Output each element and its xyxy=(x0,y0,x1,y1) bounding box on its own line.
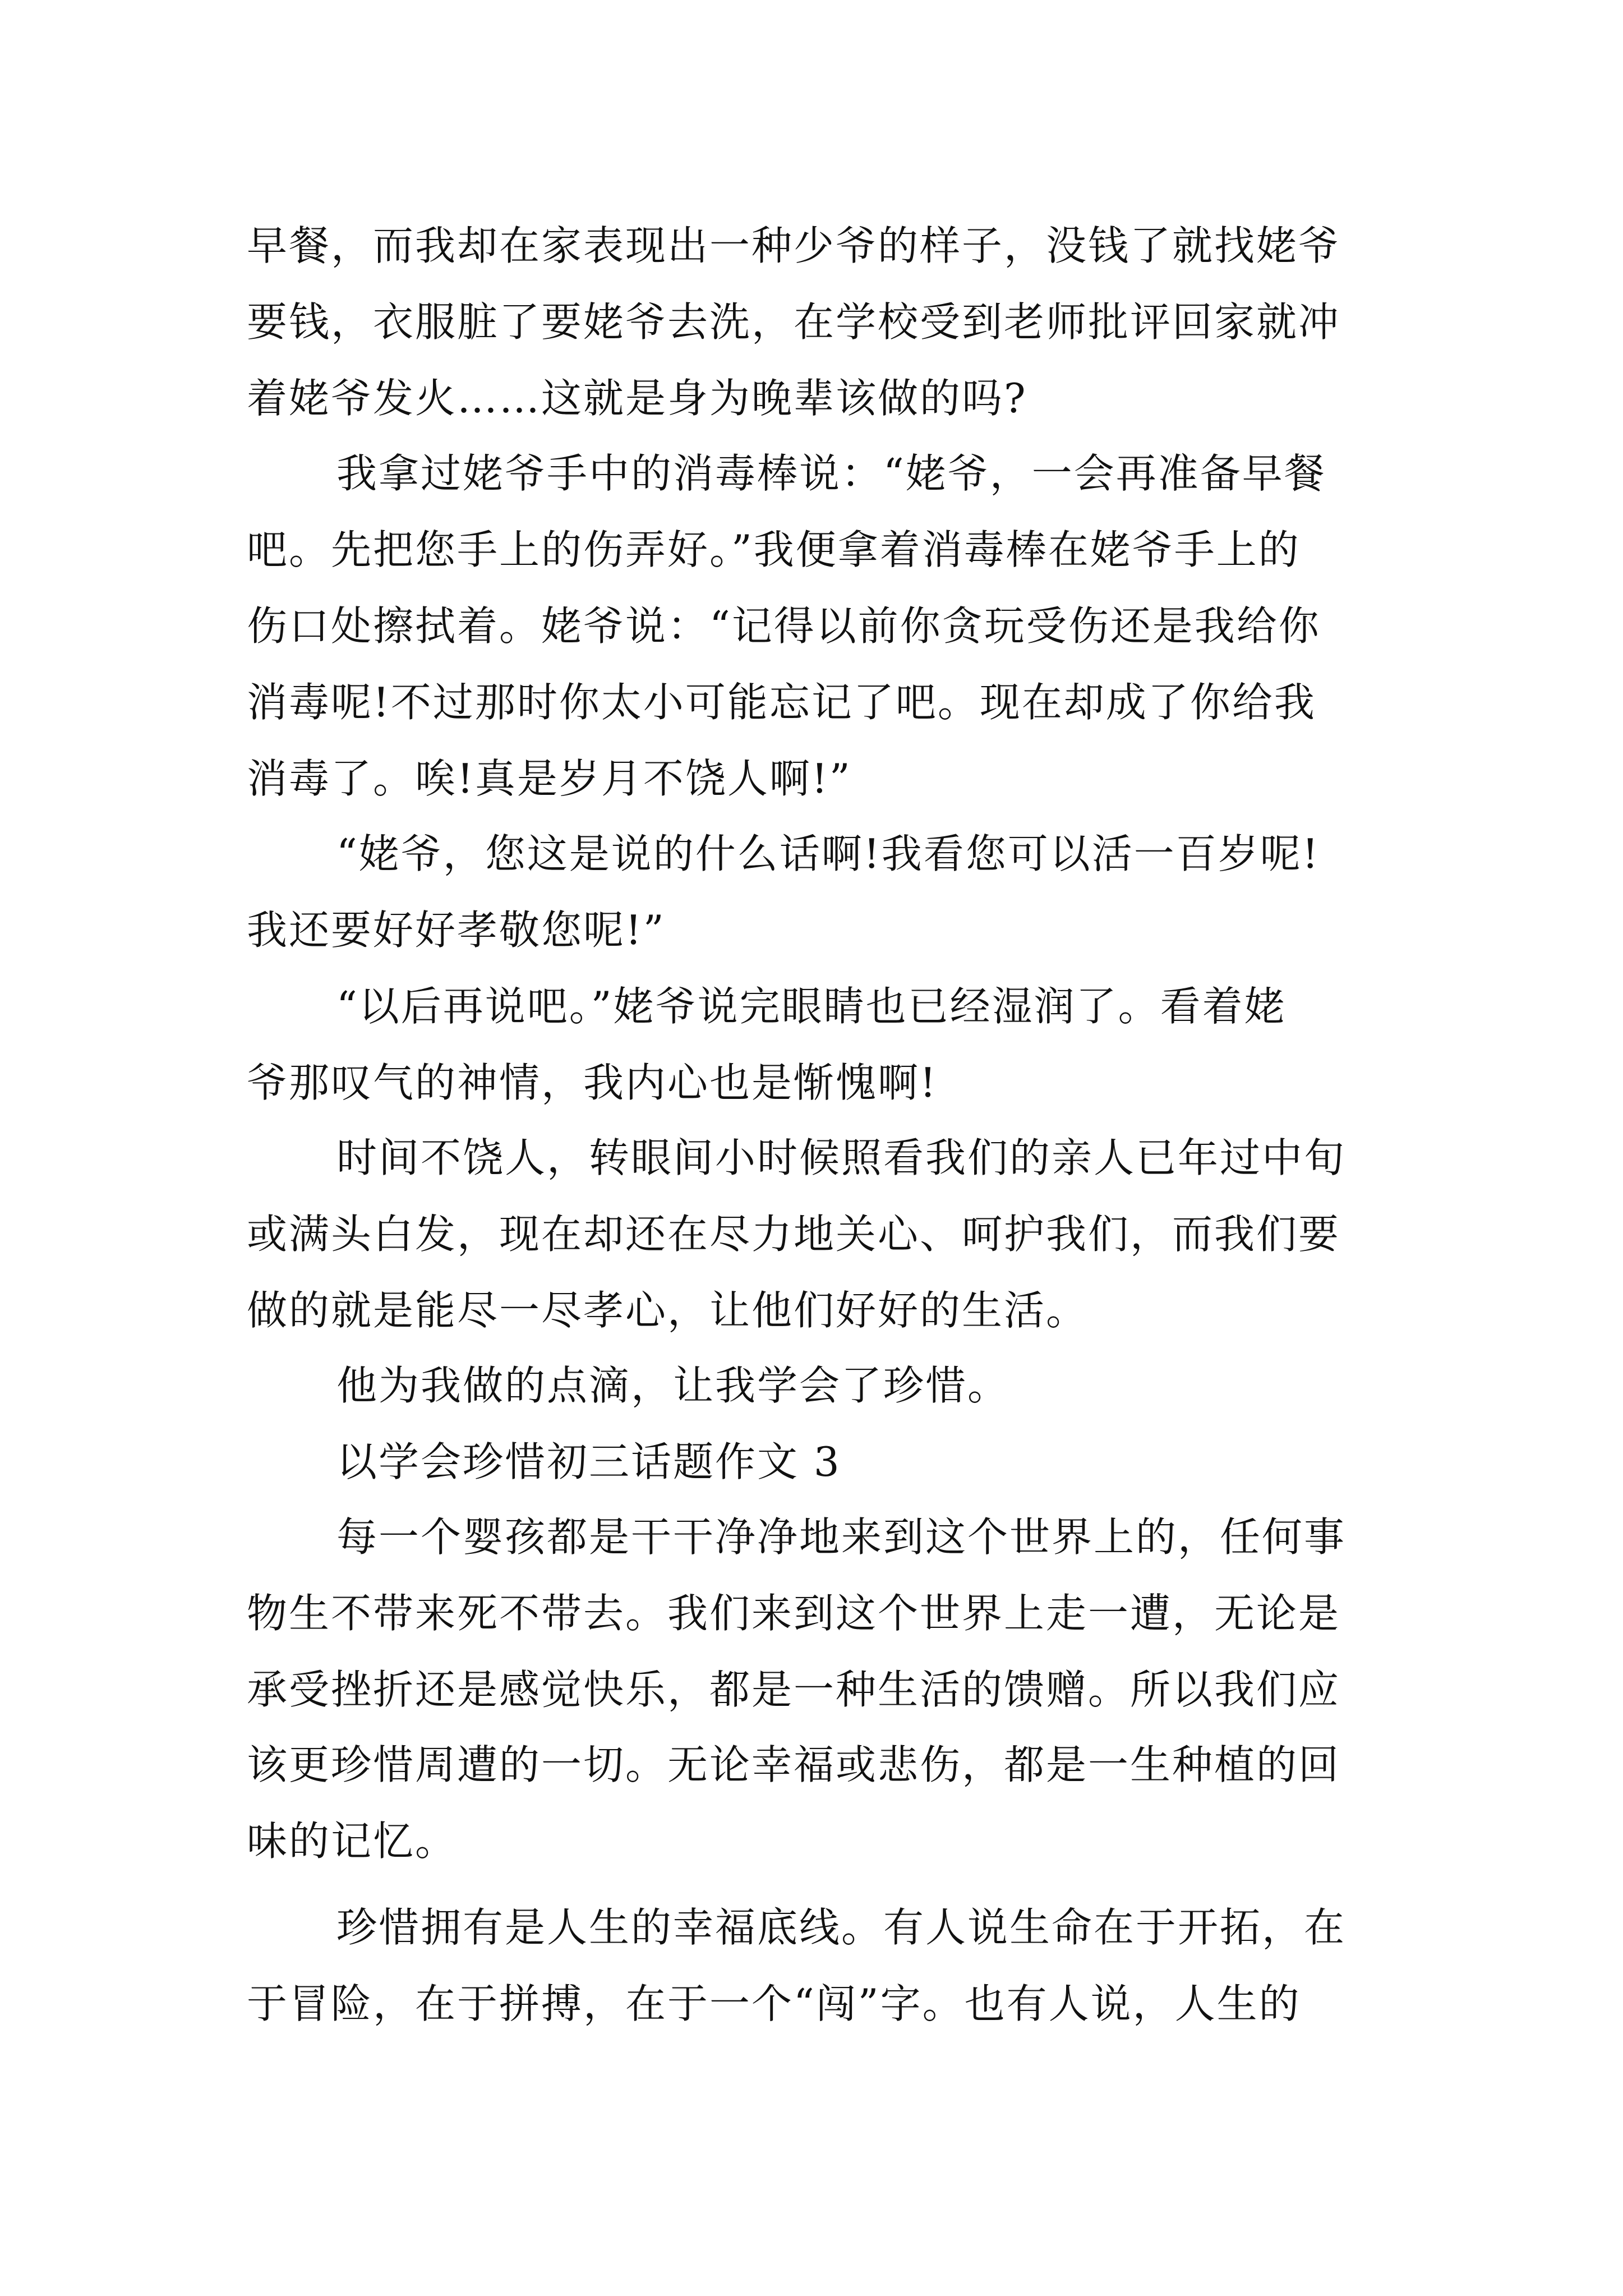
text-line: 于冒险，在于拼搏，在于一个“闯”字。也有人说，人生的 xyxy=(247,1980,1301,2027)
paragraph-first-line: 我拿过姥爷手中的消毒棒说：“姥爷，一会再准备早餐 xyxy=(336,450,1326,497)
text-line: 消毒呢!不过那时你太小可能忘记了吧。现在却成了你给我 xyxy=(247,679,1316,726)
text-line: 着姥爷发火……这就是身为晚辈该做的吗? xyxy=(247,375,1027,422)
text-line: 爷那叹气的神情，我内心也是惭愧啊! xyxy=(247,1059,938,1106)
text-line: 伤口处擦拭着。姥爷说：“记得以前你贪玩受伤还是我给你 xyxy=(247,602,1321,650)
section-heading: 以学会珍惜初三话题作文 3 xyxy=(336,1438,841,1485)
text-line: 吧。先把您手上的伤弄好。”我便拿着消毒棒在姥爷手上的 xyxy=(247,526,1301,573)
paragraph-first-line: 每一个婴孩都是干干净净地来到这个世界上的，任何事 xyxy=(336,1513,1347,1561)
paragraph-first-line: 珍惜拥有是人生的幸福底线。有人说生命在于开拓，在 xyxy=(336,1904,1347,1951)
text-line: 早餐，而我却在家表现出一种少爷的样子，没钱了就找姥爷 xyxy=(247,222,1341,269)
text-line: 我还要好好孝敬您呢!” xyxy=(247,907,666,954)
text-line: 做的就是能尽一尽孝心，让他们好好的生活。 xyxy=(247,1287,1089,1334)
paragraph-first-line: 时间不饶人，转眼间小时候照看我们的亲人已年过中旬 xyxy=(336,1134,1347,1181)
text-line: 物生不带来死不带去。我们来到这个世界上走一遭，无论是 xyxy=(247,1590,1341,1637)
paragraph-first-line: “以后再说吧。”姥爷说完眼睛也已经湿润了。看着姥 xyxy=(336,983,1287,1030)
text-line: 消毒了。唉!真是岁月不饶人啊!” xyxy=(247,755,852,802)
paragraph-first-line: “姥爷，您这是说的什么话啊!我看您可以活一百岁呢! xyxy=(336,830,1320,877)
text-line: 该更珍惜周遭的一切。无论幸福或悲伤，都是一生种植的回 xyxy=(247,1741,1341,1788)
text-line: 承受挫折还是感觉快乐，都是一种生活的馈赠。所以我们应 xyxy=(247,1666,1341,1713)
paragraph-first-line: 他为我做的点滴，让我学会了珍惜。 xyxy=(336,1362,1010,1409)
text-line: 味的记忆。 xyxy=(247,1818,458,1865)
text-line: 或满头白发，现在却还在尽力地关心、呵护我们，而我们要 xyxy=(247,1211,1341,1258)
text-line: 要钱，衣服脏了要姥爷去洗，在学校受到老师批评回家就冲 xyxy=(247,298,1341,346)
